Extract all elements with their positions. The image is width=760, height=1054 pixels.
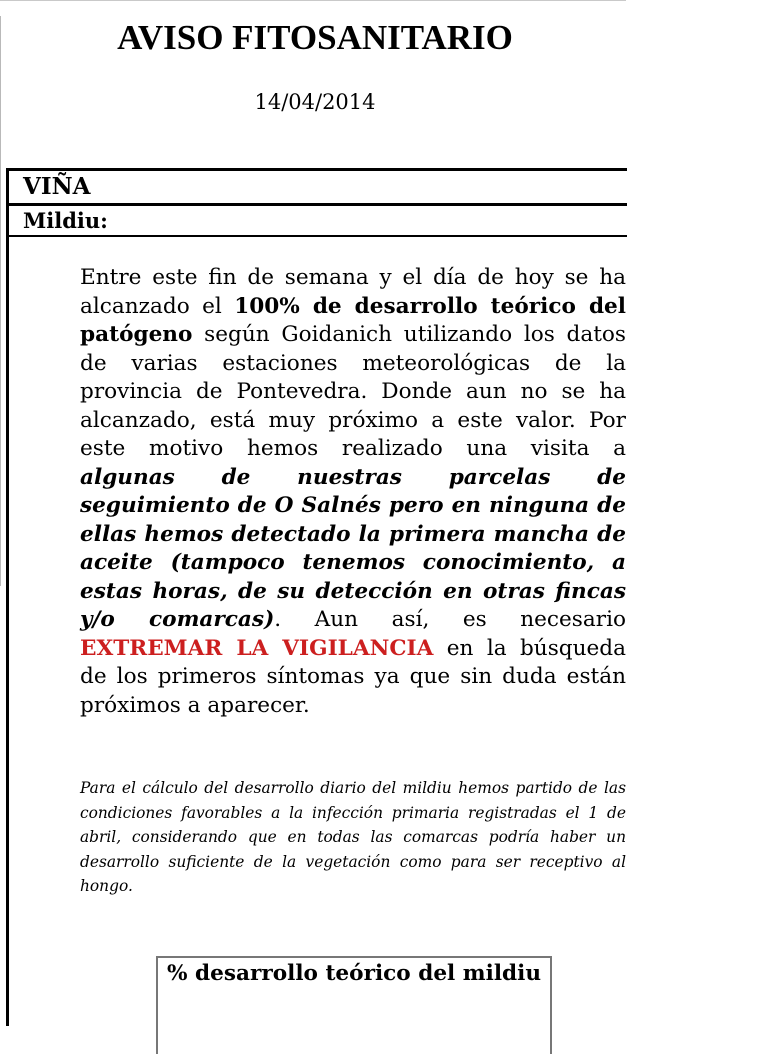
chart-title: % desarrollo teórico del mildiu [166, 961, 542, 986]
note-text: Para el cálculo del desarrollo diario del mildiu hemos partido de las condiciones favorables a la infección primaria registradas el 1 de abril, considerando que en todas las comarcas podría haber un desarrollo suficiente de la vegetación como para ser receptivo al hongo. [80, 779, 626, 895]
methodology-note [80, 776, 626, 899]
paragraph-text: en la búsqueda de los primeros síntomas ya que sin duda están próximos a aparecer. [80, 635, 626, 718]
paragraph-bold-text: 100% de desarrollo teórico del patógeno [80, 293, 626, 347]
main-paragraph [80, 264, 626, 720]
section-rule-top [6, 168, 627, 171]
document-title: AVISO FITOSANITARIO [117, 18, 513, 57]
paragraph-text: . Aun así, es necesario [274, 607, 626, 632]
paragraph-bold-italic-text: algunas de nuestras parcelas de seguimiento de O Salnés pero en ninguna de ellas hemos detectado la primera mancha de aceite (tampoco tenemos conocimiento, a estas horas, de su detección en otras fincas y/o comarcas) [80, 464, 626, 632]
section-rule-bottom [6, 235, 627, 237]
document-date: 14/04/2014 [254, 90, 376, 114]
highlight-warning: EXTREMAR LA VIGILANCIA [80, 635, 434, 661]
paragraph-text: según Goidanich utilizando los datos de varias estaciones meteorológicas de la provincia de Pontevedra. Donde aun no se ha alcanzado, está muy próximo a este valor. Por este motivo hemos realizado una visita a [80, 322, 626, 461]
chart-frame [156, 956, 552, 1054]
crop-heading: VIÑA [23, 173, 91, 200]
paragraph-text: Entre este fin de semana y el día de hoy se ha alcanzado el [80, 265, 626, 319]
section-frame-left [6, 168, 9, 1026]
top-border [0, 0, 626, 1]
disease-heading: Mildiu: [23, 208, 108, 233]
section-rule-middle [6, 203, 627, 206]
